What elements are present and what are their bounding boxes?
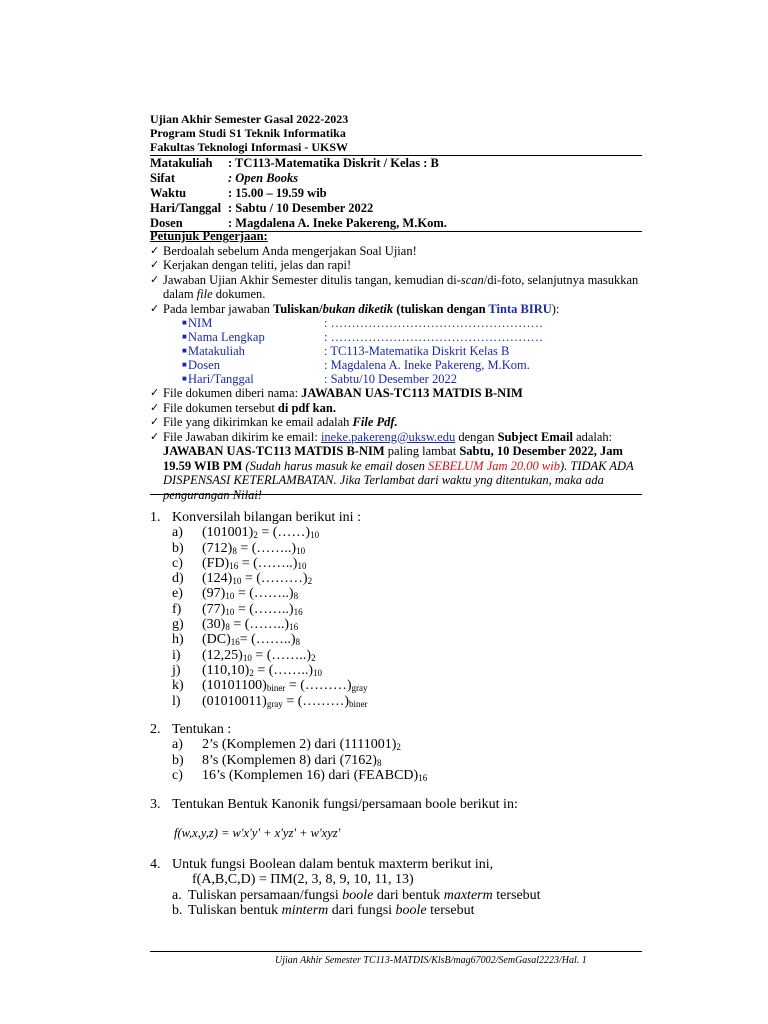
list-item: a) 2’s (Komplemen 2) dari $(1111001)_2$ [172,737,401,753]
question-2: 2. Tentukan : a) 2’s (Komplemen 2) dari $(1111001)_2$ b) 8’s (Komplemen 8) dari $(7162)_8$ c) 16’s (Komplemen 16) dari $(FEABCD)_{16}$ [150,722,650,783]
maxterm-expression: f(A,B,C,D) = ΠM(2, 3, 8, 9, 10, 11, 13) [192,872,414,888]
question-4: 4. Untuk fungsi Boolean dalam bentuk maxterm berikut ini, f(A,B,C,D) = ΠM(2, 3, 8, 9, 10, 11, 13) a. Tuliskan persamaan/fungsi boole dari bentuk maxterm tersebut b. Tuliskan bentuk minterm dari fungsi boole tersebut [150,857,650,918]
list-item: f) $(77)_{10}$ = $(\dots\dots..)_{16}$ [172,601,303,617]
list-item: a. Tuliskan persamaan/fungsi boole dari bentuk maxterm tersebut [172,887,541,903]
check-icon: ✓ [150,430,160,443]
header-line-1: Ujian Akhir Semester Gasal 2022-2023 [150,112,349,126]
page-footer: Ujian Akhir Semester TC113-MATDIS/KlsB/mag67002/SemGasal2223/Hal. 1 [275,955,587,966]
list-item: a) $(101001)_2$ = $(\dots\dots)_{10}$ [172,525,320,541]
header-line-2: Program Studi S1 Teknik Informatika [150,126,346,140]
square-bullet-icon: ■ [182,318,187,327]
instruction-item: ✓ Berdoalah sebelum Anda mengerjakan Soal Ujian! [150,243,417,258]
check-icon: ✓ [150,416,160,428]
answer-field-hari: ■ Hari/Tanggal : Sabtu/10 Desember 2022 [182,372,457,386]
info-row-sifat: Sifat : Open Books [150,171,299,185]
list-item: i) $(12,25)_{10}$ = $(\dots\dots..)_2$ [172,647,316,663]
divider [150,494,642,495]
question-3: 3. Tentukan Bentuk Kanonik fungsi/persamaan boole berikut in: [150,797,518,812]
info-row-waktu: Waktu : 15.00 – 19.59 wib [150,186,327,200]
check-icon: ✓ [150,259,160,271]
check-icon: ✓ [150,273,160,286]
square-bullet-icon: ■ [182,332,187,341]
list-item: h) $(DC)_{16}=$ $(\dots\dots..)_8$ [172,632,301,648]
check-icon: ✓ [150,302,160,315]
list-item: j) $(110,10)_2$ = $(\dots\dots..)_{10}$ [172,662,323,678]
boolean-formula: f(w,x,y,z) = w'x'y' + x'yz' + w'xyz' [174,826,341,840]
instruction-item: ✓ File yang dikirimkan ke email adalah File Pdf. [150,415,398,429]
check-icon: ✓ [150,244,160,257]
instructions [150,229,642,502]
list-item: b) $(712)_8$ = $(\dots\dots..)_{10}$ [172,540,306,556]
list-item: l) $(01010011)_{gray}$ = $(\dots\dots\dots)_{biner}$ [172,693,368,709]
instruction-item: ✓ Jawaban Ujian Akhir Semester ditulis tangan, kemudian di-scan/di-foto, selanjutnya masukkan dalam file dokumen. [150,272,639,301]
footer-divider [150,951,642,952]
info-row-hari: Hari/Tanggal : Sabtu / 10 Desember 2022 [150,201,374,215]
instruction-item: ✓ File dokumen diberi nama: JAWABAN UAS-TC113 MATDIS B-NIM [150,386,523,400]
check-icon: ✓ [150,401,160,414]
square-bullet-icon: ■ [182,346,187,355]
course-info [150,155,642,232]
list-item: b) 8’s (Komplemen 8) dari $(7162)_8$ [172,752,382,768]
list-item: c) $(FD)_{16}$ = $(\dots\dots..)_{10}$ [172,555,307,571]
info-row-matakuliah: Matakuliah : TC113-Matematika Diskrit / Kelas : B [150,156,439,170]
exam-header [150,112,348,154]
list-item: c) 16’s (Komplemen 16) dari $(FEABCD)_{16}$ [172,767,428,783]
square-bullet-icon: ■ [182,374,187,383]
list-item: k) $(10101100)_{biner}$ = $(\dots\dots\dots)_{gray}$ [172,678,368,694]
list-item: g) $(30)_8$ = $(\dots\dots..)_{16}$ [172,617,299,633]
square-bullet-icon: ■ [182,360,187,369]
list-item: d) $(124)_{10}$ = $(\dots\dots\dots)_2$ [172,571,313,587]
instruction-item: ✓ File dokumen tersebut di pdf kan. [150,400,336,415]
instruction-item: ✓ Pada lembar jawaban Tuliskan/bukan diketik (tuliskan dengan Tinta BIRU): [150,301,560,316]
answer-field-dosen: ■ Dosen : Magdalena A. Ineke Pakereng, M.Kom. [182,358,530,372]
info-row-dosen: Dosen : Magdalena A. Ineke Pakereng, M.Kom. [150,216,642,232]
instruction-item: ✓ File Jawaban dikirim ke email: ineke.pakereng@uksw.edu dengan Subject Email adalah: JAWABAN UAS-TC113 MATDIS B-NIM paling lambat Sabtu, 10 Desember 2022, Jam 19.59 WIB PM (Sudah harus masuk ke email dosen SEBELUM Jam 20.00 wib). TIDAK ADA DISPENSASI KETERLAMBATAN. Jika Terlambat dari waktu yng ditentukan, maka ada pengurangan Nilai! [150,429,634,502]
check-icon: ✓ [150,387,160,399]
question-1: 1. Konversilah bilangan berikut ini : a) $(101001)_2$ = $(\dots\dots)_{10}$ b) $(712)_8$ = $(\dots\dots..)_{10}$ c) $(FD)_{16}$ = $(\dots\dots..)_{10}$ d) $(124)_{10}$ = $(\dots\dots\dots)_2$ e) $(97)_{10}$ = $(\dots\dots..)_8$ f) $(77)_{10}$ = $(\dots\dots..)_{16}$ g) $(30)_8$ = $(\dots\dots..)_{16}$ h) $(DC)_{16}=$ $(\dots\dots..)_8$ i) $(12,25)_{10}$ = $(\dots\dots..)_2$ j) $(110,10)_2$ = $(\dots\dots..)_{10}$ k) $(10101100)_{biner}$ = $(\dots\dots\dots)_{gray}$ l) $(01010011)_{gray}$ = $(\dots\dots\dots)_{biner}$ [150,510,650,709]
list-item: b. Tuliskan bentuk minterm dari fungsi boole tersebut [172,902,475,918]
email-link[interactable]: ineke.pakereng@uksw.edu [320,429,456,444]
answer-field-nim: ■ NIM : …………………………………………… [182,316,544,330]
header-line-3: Fakultas Teknologi Informasi - UKSW [150,140,349,154]
list-item: e) $(97)_{10}$ = $(\dots\dots..)_8$ [172,586,299,602]
instruction-item: ✓ Kerjakan dengan teliti, jelas dan rapi! [150,258,352,272]
answer-field-matakuliah: ■ Matakuliah : TC113-Matematika Diskrit Kelas B [182,344,510,358]
instructions-title: Petunjuk Pengerjaan: [150,229,268,243]
answer-field-nama: ■ Nama Lengkap : …………………………………………… [182,330,544,344]
